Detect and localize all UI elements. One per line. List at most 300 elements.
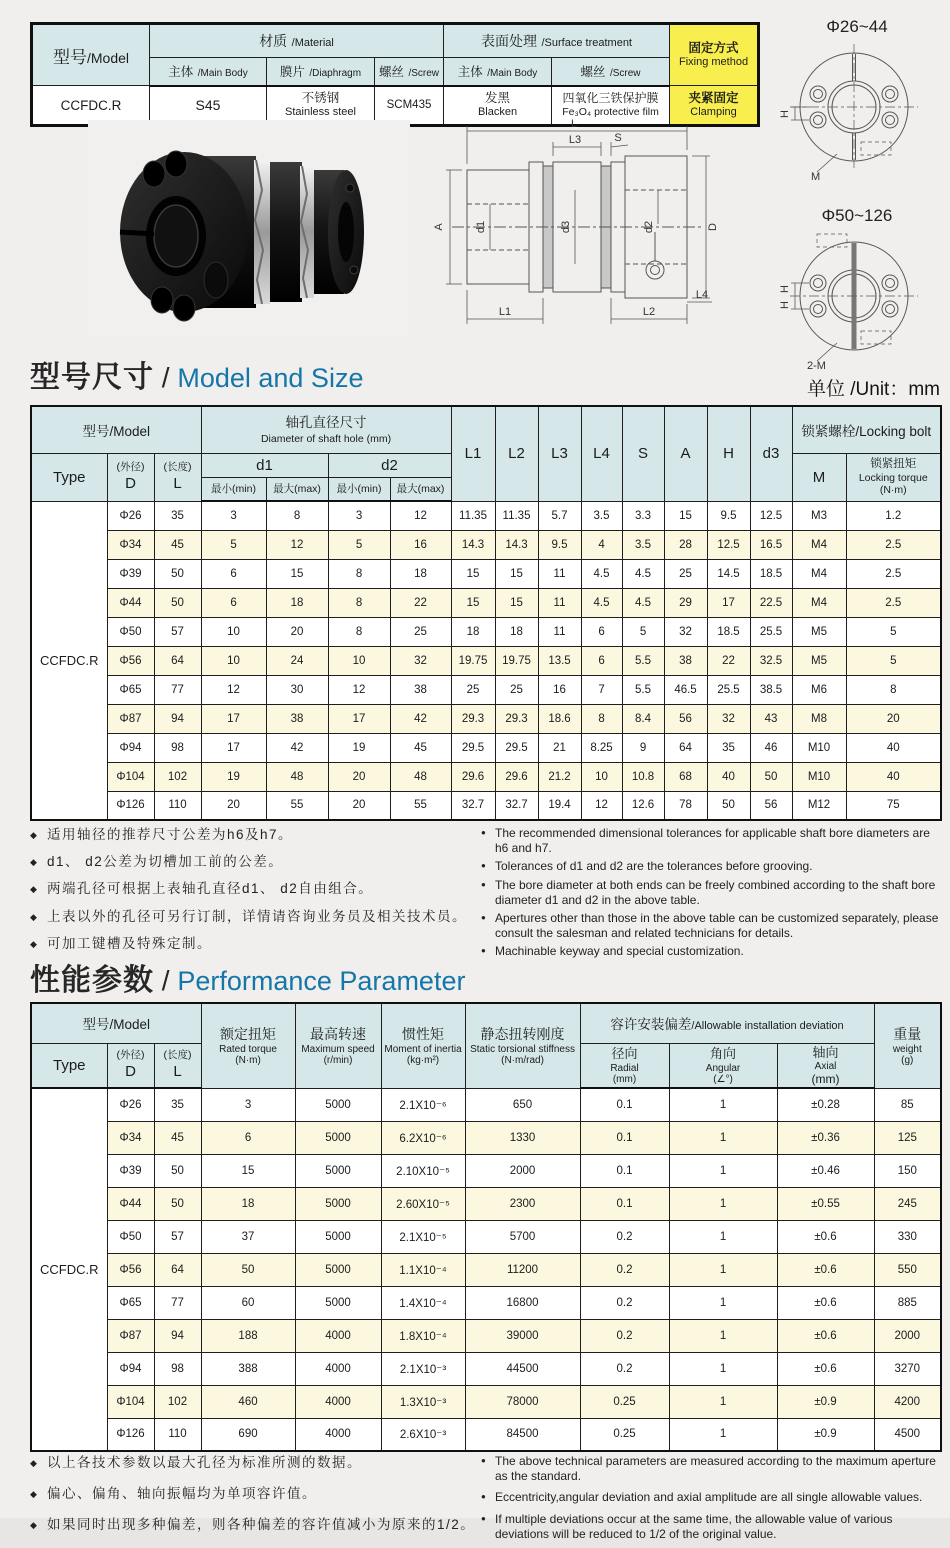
data-cell: ±0.6 bbox=[777, 1319, 874, 1352]
data-cell: 6 bbox=[581, 646, 622, 675]
data-cell: 17 bbox=[201, 733, 266, 762]
data-cell: 19 bbox=[201, 762, 266, 791]
svg-text:L1: L1 bbox=[498, 306, 512, 318]
data-cell: 14.3 bbox=[451, 530, 495, 559]
data-cell: 68 bbox=[664, 762, 707, 791]
data-cell: 28 bbox=[664, 530, 707, 559]
data-cell: 15 bbox=[201, 1154, 295, 1187]
data-cell: ±0.6 bbox=[777, 1220, 874, 1253]
data-cell: 2.10X10⁻⁵ bbox=[381, 1154, 465, 1187]
col-d2: d2 bbox=[328, 453, 451, 477]
data-cell: 20 bbox=[266, 617, 328, 646]
data-cell: 94 bbox=[154, 704, 201, 733]
col-outer-dia: (外径) D bbox=[107, 1043, 154, 1088]
data-cell: 3 bbox=[201, 1088, 295, 1121]
data-cell: 56 bbox=[750, 791, 792, 820]
svg-text:D: D bbox=[707, 223, 719, 231]
data-cell: 125 bbox=[874, 1121, 941, 1154]
data-cell: 5.7 bbox=[538, 501, 581, 530]
data-cell: 11 bbox=[538, 588, 581, 617]
data-cell: 12.5 bbox=[750, 501, 792, 530]
size-notes-cn bbox=[30, 826, 480, 963]
data-cell: 4.5 bbox=[622, 588, 664, 617]
data-cell: Φ50 bbox=[107, 1220, 154, 1253]
data-cell: 11.35 bbox=[495, 501, 538, 530]
data-cell: 0.1 bbox=[580, 1121, 669, 1154]
data-cell: 22 bbox=[707, 646, 750, 675]
data-cell: 13.5 bbox=[538, 646, 581, 675]
data-cell: 1 bbox=[669, 1088, 777, 1121]
col-locking-torque: 锁紧扭矩 Locking torque (N·m) bbox=[846, 453, 941, 501]
size-notes-en bbox=[480, 826, 942, 963]
unit-label: 单位 /Unit：mm bbox=[806, 379, 940, 400]
data-cell: 48 bbox=[266, 762, 328, 791]
data-cell: 1 bbox=[669, 1385, 777, 1418]
col-outer-dia: (外径) D bbox=[107, 453, 154, 501]
col-L2: L2 bbox=[495, 406, 538, 501]
svg-text:d1: d1 bbox=[475, 220, 487, 234]
data-cell: 50 bbox=[707, 791, 750, 820]
data-cell: 2000 bbox=[874, 1319, 941, 1352]
data-cell: ±0.6 bbox=[777, 1352, 874, 1385]
data-cell: 0.2 bbox=[580, 1352, 669, 1385]
col-L4: L4 bbox=[581, 406, 622, 501]
note-item: ● Tolerances of d1 and d2 are the tolerances before grooving. bbox=[480, 859, 942, 874]
svg-text:M: M bbox=[811, 171, 821, 183]
data-cell: 14.3 bbox=[495, 530, 538, 559]
data-cell: 21.2 bbox=[538, 762, 581, 791]
data-cell: 11.35 bbox=[451, 501, 495, 530]
col-max-speed: 最高转速 Maximum speed (r/min) bbox=[295, 1003, 381, 1088]
note-item: ◆ 可加工键槽及特殊定制。 bbox=[30, 935, 480, 953]
data-cell: 6 bbox=[201, 588, 266, 617]
data-cell: 3.3 bbox=[622, 501, 664, 530]
spec-model-header: 型号/Model bbox=[32, 24, 150, 86]
data-cell: 0.1 bbox=[580, 1154, 669, 1187]
data-cell: 0.2 bbox=[580, 1220, 669, 1253]
data-cell: 15 bbox=[451, 559, 495, 588]
data-cell: 15 bbox=[664, 501, 707, 530]
data-cell: 5 bbox=[846, 646, 941, 675]
svg-text:d3: d3 bbox=[560, 220, 572, 234]
data-cell: 16.5 bbox=[750, 530, 792, 559]
data-cell: Φ65 bbox=[107, 675, 154, 704]
data-cell: 8.4 bbox=[622, 704, 664, 733]
note-item: ● Apertures other than those in the above table can be customized separately, please consult the salesman and related technicians for details. bbox=[480, 911, 942, 940]
data-cell: ±0.9 bbox=[777, 1385, 874, 1418]
data-cell: 1 bbox=[669, 1154, 777, 1187]
data-cell: Φ126 bbox=[107, 791, 154, 820]
spec-mainbody2-header: 主体 /Main Body bbox=[444, 58, 552, 86]
spec-material-header: 材质 /Material bbox=[150, 24, 444, 58]
data-cell: M8 bbox=[792, 704, 846, 733]
data-cell: 18.5 bbox=[707, 617, 750, 646]
data-cell: 0.25 bbox=[580, 1418, 669, 1451]
data-cell: 18 bbox=[495, 617, 538, 646]
data-cell: 12 bbox=[328, 675, 390, 704]
data-cell: 25 bbox=[495, 675, 538, 704]
data-cell: 3.5 bbox=[581, 501, 622, 530]
data-cell: 39000 bbox=[465, 1319, 580, 1352]
data-cell: 6.2X10⁻⁶ bbox=[381, 1121, 465, 1154]
endview-small-diagram bbox=[765, 14, 943, 186]
data-cell: 10 bbox=[201, 646, 266, 675]
table-row bbox=[31, 1121, 941, 1154]
data-cell: ±0.55 bbox=[777, 1187, 874, 1220]
data-cell: Φ34 bbox=[107, 1121, 154, 1154]
table-row bbox=[31, 617, 941, 646]
model-type-cell: CCFDC.R bbox=[31, 501, 107, 820]
data-cell: 17 bbox=[328, 704, 390, 733]
data-cell: 102 bbox=[154, 762, 201, 791]
table-row bbox=[31, 530, 941, 559]
data-cell: 78000 bbox=[465, 1385, 580, 1418]
table-row bbox=[31, 1088, 941, 1121]
col-A: A bbox=[664, 406, 707, 501]
data-cell: 18 bbox=[266, 588, 328, 617]
data-cell: Φ56 bbox=[107, 646, 154, 675]
end-views bbox=[765, 14, 945, 380]
table-row bbox=[31, 1352, 941, 1385]
data-cell: 85 bbox=[874, 1088, 941, 1121]
svg-text:Φ50~126: Φ50~126 bbox=[821, 206, 893, 225]
data-cell: M3 bbox=[792, 501, 846, 530]
note-item: ◆ 如果同时出现多种偏差，则各种偏差的容许值减小为原来的1/2。 bbox=[30, 1516, 480, 1534]
data-cell: 690 bbox=[201, 1418, 295, 1451]
data-cell: 20 bbox=[201, 791, 266, 820]
table-row bbox=[31, 1220, 941, 1253]
data-cell: 77 bbox=[154, 1286, 201, 1319]
data-cell: 4000 bbox=[295, 1385, 381, 1418]
data-cell: 110 bbox=[154, 791, 201, 820]
svg-text:L2: L2 bbox=[642, 306, 656, 318]
size-lockingbolt-header: 锁紧螺栓/Locking bolt bbox=[792, 406, 941, 453]
table-row bbox=[31, 762, 941, 791]
col-inertia: 惯性矩 Moment of inertia (kg·m²) bbox=[381, 1003, 465, 1088]
data-cell: 60 bbox=[201, 1286, 295, 1319]
svg-text:d2: d2 bbox=[643, 220, 655, 234]
data-cell: 15 bbox=[495, 588, 538, 617]
data-cell: 1.8X10⁻⁴ bbox=[381, 1319, 465, 1352]
endview-large-diagram bbox=[765, 203, 943, 375]
note-item: ◆ 两端孔径可根据上表轴孔直径d1、 d2自由组合。 bbox=[30, 880, 480, 898]
data-cell: 16 bbox=[390, 530, 451, 559]
data-cell: 46.5 bbox=[664, 675, 707, 704]
data-cell: 18.5 bbox=[750, 559, 792, 588]
size-title-en: Model and Size bbox=[177, 363, 364, 393]
col-d2-max: 最大(max) bbox=[390, 477, 451, 501]
spec-diaphragm-value: 不锈钢 Stainless steel bbox=[267, 86, 375, 126]
svg-text:A: A bbox=[433, 223, 445, 231]
data-cell: 29.5 bbox=[451, 733, 495, 762]
data-cell: 40 bbox=[846, 762, 941, 791]
data-cell: 7 bbox=[581, 675, 622, 704]
product-photo bbox=[88, 120, 410, 342]
data-cell: 18 bbox=[451, 617, 495, 646]
data-cell: 12.6 bbox=[622, 791, 664, 820]
data-cell: 22 bbox=[390, 588, 451, 617]
data-cell: 4000 bbox=[295, 1352, 381, 1385]
data-cell: 55 bbox=[266, 791, 328, 820]
data-cell: 15 bbox=[266, 559, 328, 588]
col-d1-max: 最大(max) bbox=[266, 477, 328, 501]
data-cell: 17 bbox=[201, 704, 266, 733]
data-cell: 29.5 bbox=[495, 733, 538, 762]
data-cell: 18.6 bbox=[538, 704, 581, 733]
data-cell: 1 bbox=[669, 1253, 777, 1286]
table-row bbox=[31, 646, 941, 675]
data-cell: 0.1 bbox=[580, 1088, 669, 1121]
data-cell: 12 bbox=[390, 501, 451, 530]
data-cell: Φ26 bbox=[107, 1088, 154, 1121]
data-cell: 0.25 bbox=[580, 1385, 669, 1418]
data-cell: 19.75 bbox=[451, 646, 495, 675]
data-cell: 5000 bbox=[295, 1286, 381, 1319]
data-cell: 8 bbox=[328, 617, 390, 646]
col-L3: L3 bbox=[538, 406, 581, 501]
data-cell: 8 bbox=[581, 704, 622, 733]
data-cell: 1 bbox=[669, 1319, 777, 1352]
svg-text:Φ26~44: Φ26~44 bbox=[826, 17, 888, 36]
data-cell: 1.3X10⁻³ bbox=[381, 1385, 465, 1418]
data-cell: 2.5 bbox=[846, 530, 941, 559]
data-cell: 38 bbox=[390, 675, 451, 704]
data-cell: 6 bbox=[201, 559, 266, 588]
data-cell: 1 bbox=[669, 1121, 777, 1154]
data-cell: Φ44 bbox=[107, 588, 154, 617]
data-cell: 57 bbox=[154, 1220, 201, 1253]
col-length: (长度) L bbox=[154, 1043, 201, 1088]
data-cell: 29 bbox=[664, 588, 707, 617]
data-cell: 2300 bbox=[465, 1187, 580, 1220]
svg-text:H: H bbox=[779, 301, 791, 309]
spec-screw-header: 螺丝 /Screw bbox=[375, 58, 444, 86]
data-cell: M6 bbox=[792, 675, 846, 704]
col-M: M bbox=[792, 453, 846, 501]
data-cell: 10 bbox=[581, 762, 622, 791]
data-cell: 12.5 bbox=[707, 530, 750, 559]
data-cell: 5 bbox=[328, 530, 390, 559]
table-row bbox=[31, 1154, 941, 1187]
section-drawing bbox=[412, 112, 764, 342]
data-cell: 1 bbox=[669, 1352, 777, 1385]
data-cell: 1.1X10⁻⁴ bbox=[381, 1253, 465, 1286]
data-cell: 35 bbox=[707, 733, 750, 762]
data-cell: 22.5 bbox=[750, 588, 792, 617]
note-item: ● If multiple deviations occur at the same time, the allowable value of various deviations will be reduced to 1/2 of the original value. bbox=[480, 1512, 942, 1541]
data-cell: 50 bbox=[154, 559, 201, 588]
data-cell: 42 bbox=[266, 733, 328, 762]
data-cell: 55 bbox=[390, 791, 451, 820]
table-row bbox=[31, 559, 941, 588]
data-cell: 8 bbox=[846, 675, 941, 704]
data-cell: 18 bbox=[201, 1187, 295, 1220]
col-d3: d3 bbox=[750, 406, 792, 501]
data-cell: 4200 bbox=[874, 1385, 941, 1418]
data-cell: Φ87 bbox=[107, 1319, 154, 1352]
data-cell: 20 bbox=[846, 704, 941, 733]
data-cell: 25 bbox=[664, 559, 707, 588]
data-cell: 42 bbox=[390, 704, 451, 733]
data-cell: 64 bbox=[154, 1253, 201, 1286]
note-item: ◆ d1、 d2公差为切槽加工前的公差。 bbox=[30, 853, 480, 871]
spec-surface-screw-value: 四氧化三铁保护膜 Fe₃O₄ protective film bbox=[552, 86, 670, 126]
perf-title-cn: 性能参数 bbox=[30, 964, 154, 997]
model-type-cell: CCFDC.R bbox=[31, 1088, 107, 1451]
data-cell: 29.6 bbox=[495, 762, 538, 791]
data-cell: 5 bbox=[846, 617, 941, 646]
data-cell: 57 bbox=[154, 617, 201, 646]
data-cell: 5.5 bbox=[622, 646, 664, 675]
spec-surface-header: 表面处理 /Surface treatment bbox=[444, 24, 670, 58]
note-item: ● The bore diameter at both ends can be freely combined according to the shaft bore diameter d1 and d2 in the above table. bbox=[480, 878, 942, 907]
data-cell: 8 bbox=[328, 588, 390, 617]
data-cell: 4.5 bbox=[622, 559, 664, 588]
data-cell: 8 bbox=[266, 501, 328, 530]
note-item: ◆ 适用轴径的推荐尺寸公差为h6及h7。 bbox=[30, 826, 480, 844]
data-cell: 0.2 bbox=[580, 1319, 669, 1352]
data-cell: ±0.46 bbox=[777, 1154, 874, 1187]
data-cell: ±0.9 bbox=[777, 1418, 874, 1451]
data-cell: 75 bbox=[846, 791, 941, 820]
spec-mainbody-value: S45 bbox=[150, 86, 267, 126]
perf-notes-en bbox=[480, 1454, 942, 1548]
col-H: H bbox=[707, 406, 750, 501]
data-cell: 12 bbox=[266, 530, 328, 559]
data-cell: 5000 bbox=[295, 1187, 381, 1220]
data-cell: 8 bbox=[328, 559, 390, 588]
table-row bbox=[31, 704, 941, 733]
data-cell: 98 bbox=[154, 1352, 201, 1385]
data-cell: Φ44 bbox=[107, 1187, 154, 1220]
data-cell: 0.1 bbox=[580, 1187, 669, 1220]
data-cell: Φ94 bbox=[107, 1352, 154, 1385]
data-cell: Φ39 bbox=[107, 1154, 154, 1187]
data-cell: 102 bbox=[154, 1385, 201, 1418]
col-type: Type bbox=[31, 453, 107, 501]
svg-text:H: H bbox=[779, 110, 791, 118]
data-cell: M10 bbox=[792, 733, 846, 762]
data-cell: Φ56 bbox=[107, 1253, 154, 1286]
data-cell: M4 bbox=[792, 530, 846, 559]
data-cell: 32.7 bbox=[495, 791, 538, 820]
col-angular: 角向 Angular (∠°) bbox=[669, 1043, 777, 1088]
data-cell: 64 bbox=[664, 733, 707, 762]
perf-deviation-header: 容许安装偏差/Allowable installation deviation bbox=[580, 1003, 874, 1043]
data-cell: 8.25 bbox=[581, 733, 622, 762]
table-row bbox=[31, 588, 941, 617]
data-cell: 0.2 bbox=[580, 1286, 669, 1319]
data-cell: 2000 bbox=[465, 1154, 580, 1187]
perf-notes bbox=[30, 1454, 942, 1548]
data-cell: 19.4 bbox=[538, 791, 581, 820]
data-cell: ±0.28 bbox=[777, 1088, 874, 1121]
data-cell: 25 bbox=[390, 617, 451, 646]
data-cell: 2.1X10⁻⁵ bbox=[381, 1220, 465, 1253]
data-cell: 21 bbox=[538, 733, 581, 762]
data-cell: 14.5 bbox=[707, 559, 750, 588]
data-cell: 3 bbox=[201, 501, 266, 530]
data-cell: M4 bbox=[792, 588, 846, 617]
data-cell: 38 bbox=[266, 704, 328, 733]
data-cell: 10 bbox=[201, 617, 266, 646]
data-cell: 32.5 bbox=[750, 646, 792, 675]
data-cell: 38.5 bbox=[750, 675, 792, 704]
note-item: ◆ 上表以外的孔径可另行订制，详情请咨询业务员及相关技术员。 bbox=[30, 908, 480, 926]
data-cell: 550 bbox=[874, 1253, 941, 1286]
col-length: (长度) L bbox=[154, 453, 201, 501]
table-row bbox=[31, 501, 941, 530]
data-cell: Φ104 bbox=[107, 1385, 154, 1418]
size-shafthole-header: 轴孔直径尺寸 Diameter of shaft hole (mm) bbox=[201, 406, 451, 453]
data-cell: 9 bbox=[622, 733, 664, 762]
data-cell: 29.3 bbox=[495, 704, 538, 733]
data-cell: 45 bbox=[390, 733, 451, 762]
note-item: ● The above technical parameters are measured according to the maximum aperture as the standard. bbox=[480, 1454, 942, 1483]
table-row bbox=[31, 1319, 941, 1352]
data-cell: 17 bbox=[707, 588, 750, 617]
data-cell: 388 bbox=[201, 1352, 295, 1385]
data-cell: ±0.6 bbox=[777, 1286, 874, 1319]
data-cell: Φ126 bbox=[107, 1418, 154, 1451]
perf-model-header: 型号/Model bbox=[31, 1003, 201, 1043]
data-cell: 2.60X10⁻⁵ bbox=[381, 1187, 465, 1220]
data-cell: M12 bbox=[792, 791, 846, 820]
data-cell: 5000 bbox=[295, 1121, 381, 1154]
data-cell: Φ26 bbox=[107, 501, 154, 530]
data-cell: 16800 bbox=[465, 1286, 580, 1319]
data-cell: 35 bbox=[154, 501, 201, 530]
col-type: Type bbox=[31, 1043, 107, 1088]
data-cell: 56 bbox=[664, 704, 707, 733]
table-row bbox=[31, 1385, 941, 1418]
data-cell: Φ87 bbox=[107, 704, 154, 733]
data-cell: 4 bbox=[581, 530, 622, 559]
data-cell: Φ65 bbox=[107, 1286, 154, 1319]
data-cell: 2.5 bbox=[846, 559, 941, 588]
data-cell: 43 bbox=[750, 704, 792, 733]
size-notes bbox=[30, 826, 942, 963]
col-d1-min: 最小(min) bbox=[201, 477, 266, 501]
spec-mainbody-header: 主体 /Main Body bbox=[150, 58, 267, 86]
spec-fixing-value: 夹紧固定 Clamping bbox=[670, 86, 759, 126]
data-cell: 25 bbox=[451, 675, 495, 704]
data-cell: 11 bbox=[538, 559, 581, 588]
data-cell: 4.5 bbox=[581, 559, 622, 588]
data-cell: 16 bbox=[538, 675, 581, 704]
data-cell: 1 bbox=[669, 1286, 777, 1319]
col-S: S bbox=[622, 406, 664, 501]
data-cell: 1 bbox=[669, 1187, 777, 1220]
data-cell: 4000 bbox=[295, 1418, 381, 1451]
spec-model-value: CCFDC.R bbox=[32, 86, 150, 126]
data-cell: 29.3 bbox=[451, 704, 495, 733]
data-cell: 64 bbox=[154, 646, 201, 675]
table-row bbox=[31, 1187, 941, 1220]
data-cell: 50 bbox=[154, 1187, 201, 1220]
data-cell: 650 bbox=[465, 1088, 580, 1121]
data-cell: 94 bbox=[154, 1319, 201, 1352]
data-cell: 11200 bbox=[465, 1253, 580, 1286]
data-cell: 3 bbox=[328, 501, 390, 530]
data-cell: 15 bbox=[451, 588, 495, 617]
table-row bbox=[31, 1418, 941, 1451]
data-cell: Φ34 bbox=[107, 530, 154, 559]
perf-section-title: 性能参数 / Performance Parameter bbox=[30, 964, 466, 997]
data-cell: 2.1X10⁻³ bbox=[381, 1352, 465, 1385]
data-cell: 32 bbox=[707, 704, 750, 733]
col-d1: d1 bbox=[201, 453, 328, 477]
